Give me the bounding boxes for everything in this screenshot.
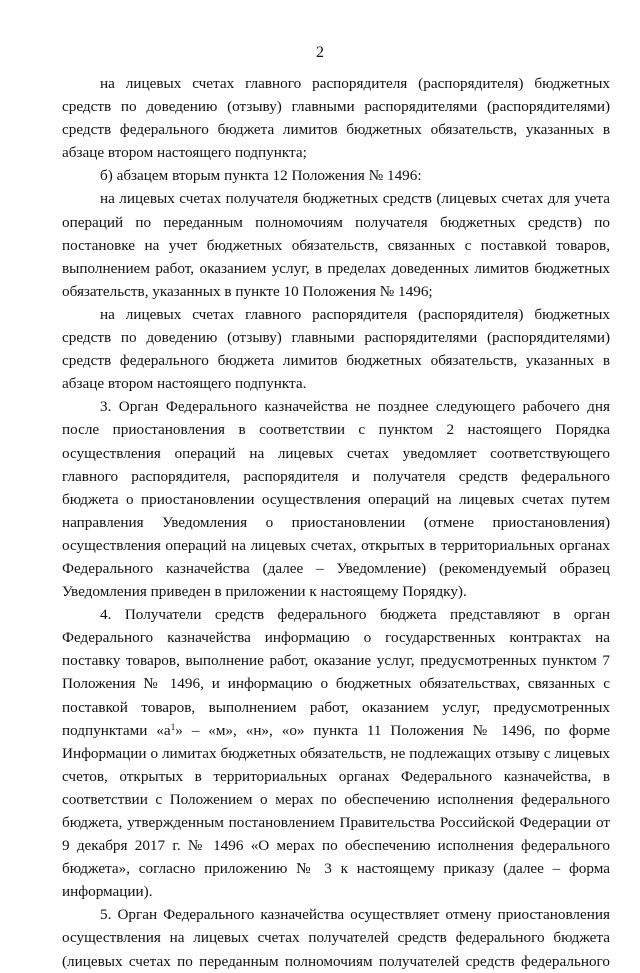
paragraph-item-3: 3. Орган Федерального казначейства не позднее следующего рабочего дня после приостановления в соответствии с пунктом 2 настоящего Порядка осуществления операций на лицевых счетах уведомляет соответствующего главного распорядителя, распорядителя и получателя средств федерального бюджета о приостановлении осуществления операций на лицевых счетах путем направления Уведомления о приостановлении (отмене приостановления) осуществления операций на лицевых счетах, открытых в территориальных органах Федерального казначейства (далее – Уведомление) (рекомендуемый образец Уведомления приведен в приложении к настоящему Порядку). xyxy=(62,398,610,601)
paragraph-distributor-accounts: на лицевых счетах главного распорядителя (распорядителя) бюджетных средств по доведению (отзыву) главными распорядителями (распорядителями) средств федерального бюджета лимитов бюджетных обязательств, указанных в абзаце втором настоящего подпункта. xyxy=(62,305,610,393)
paragraph-item-4 xyxy=(62,603,610,903)
paragraph-subitem-b: б) абзацем вторым пункта 12 Положения № 1496: xyxy=(100,167,422,185)
item-4-text-start: 4. Получатели средств федерального бюджета представляют в орган Федерального казначейства информацию о государственных контрактах на поставку товаров, выполнение работ, оказание услуг, предусмотренных пунктом 7 Положения № 1496, и информацию о бюджетных обязательствах, связанных с поставкой товаров, выполнением работ, оказанием услуг, предусмотренных подпунктами «а xyxy=(62,606,610,739)
page-number: 2 xyxy=(316,44,324,61)
paragraph-recipient-accounts: на лицевых счетах получателя бюджетных средств (лицевых счетах для учета операций по переданным полномочиям получателя бюджетных средств) по постановке на учет бюджетных обязательств, связанных с поставкой товаров, выполнением работ, оказанием услуг, в пределах доведенных лимитов бюджетных обязательств, указанных в пункте 10 Положения № 1496; xyxy=(62,190,610,300)
paragraph-limits-main-distributor: на лицевых счетах главного распорядителя (распорядителя) бюджетных средств по доведению (отзыву) главными распорядителями (распорядителями) средств федерального бюджета лимитов бюджетных обязательств, указанных в абзаце втором настоящего подпункта; xyxy=(62,75,610,162)
superscript-marker: 1 xyxy=(170,722,176,733)
paragraph-item-5: 5. Орган Федерального казначейства осуществляет отмену приостановления осуществления на лицевых счетах получателей средств федерального бюджета (лицевых счетах по переданным полномочиям получателей средств федерального xyxy=(62,906,610,970)
item-4-text-end: » – «м», «н», «о» пункта 11 Положения № 1496, по форме Информации о лимитах бюджетных обязательств, не подлежащих отзыву с лицевых счетов, открытых в территориальных органах Федерального казначейства, в соответствии с Положением о мерах по обеспечению исполнения федерального бюджета, утвержденным постановлением Правительства Российской Федерации от 9 декабря 2017 г. № 1496 «О мерах по обеспечению исполнения федерального бюджета», согласно приложению № 3 к настоящему приказу (далее – форма информации). xyxy=(62,721,610,901)
document-body xyxy=(62,72,610,973)
